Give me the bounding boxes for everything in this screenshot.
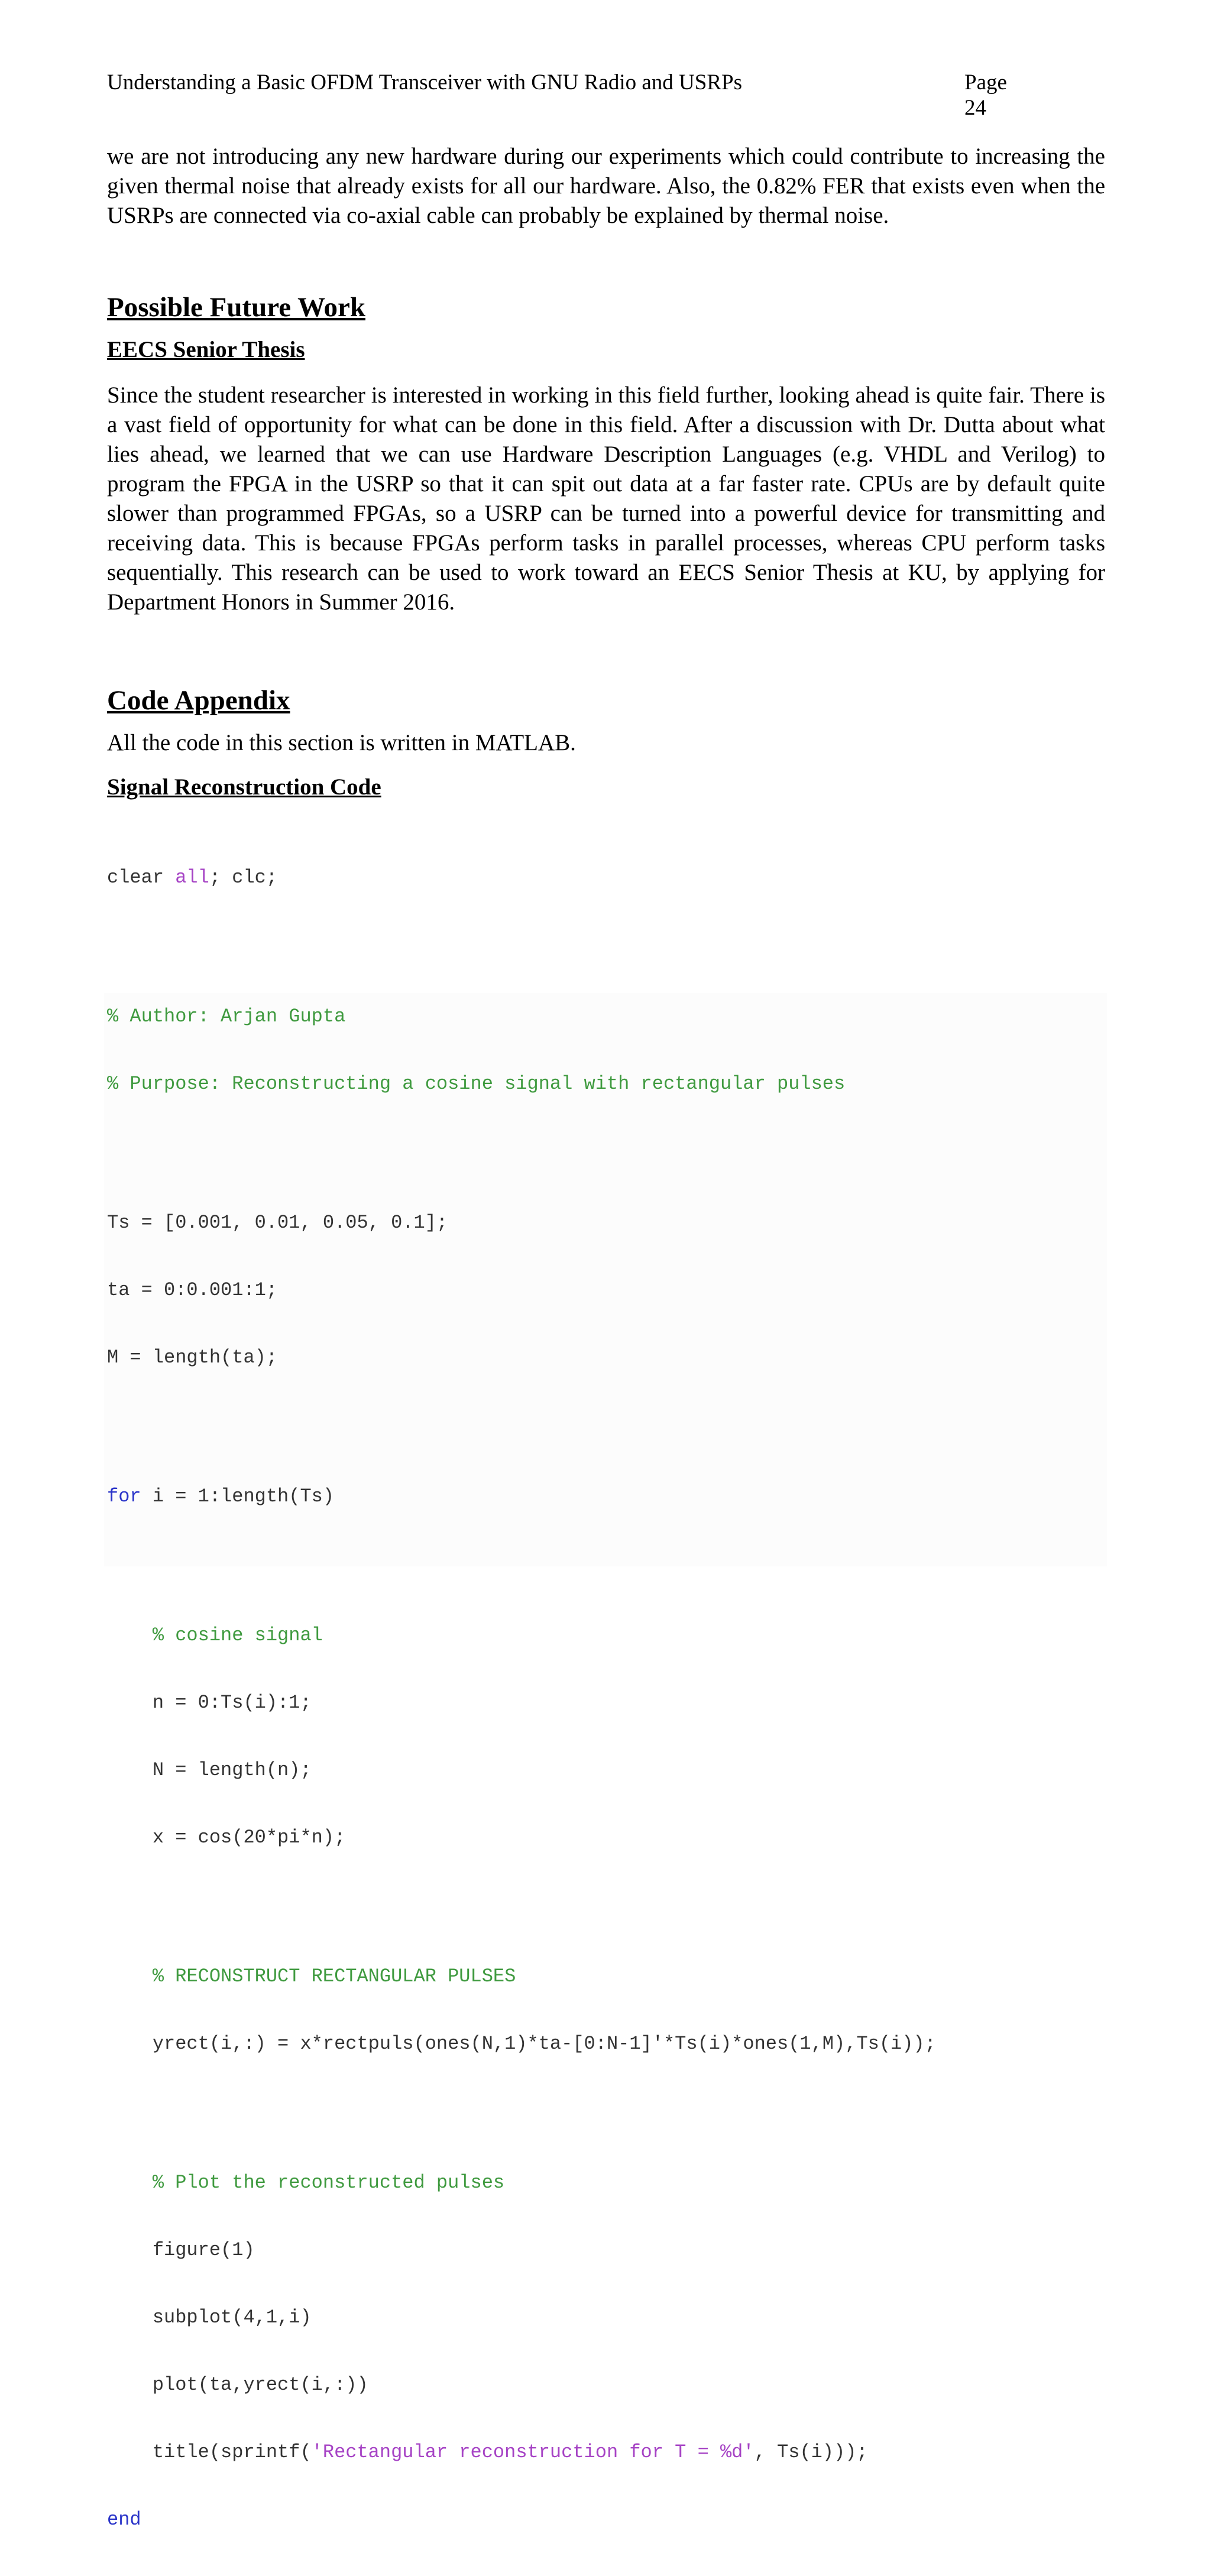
code-comment: % Author: Arjan Gupta [107, 1005, 346, 1027]
code-comment: % Plot the reconstructed pulses [107, 2172, 505, 2194]
code-line: yrect(i,:) = x*rectpuls(ones(N,1)*ta-[0:N-1]'*Ts(i)*ones(1,M),Ts(i)); [107, 2033, 936, 2055]
code-line: clear all; clc; [107, 867, 278, 888]
future-work-section [107, 290, 1105, 617]
intro-section [107, 142, 1105, 231]
code-line: title(sprintf('Rectangular reconstruction for T = %d', Ts(i))); [107, 2441, 868, 2463]
code-line: figure(1) [107, 2239, 255, 2261]
code-appendix-subheading: Signal Reconstruction Code [107, 774, 381, 800]
code-comment: % RECONSTRUCT RECTANGULAR PULSES [107, 1965, 516, 1987]
code-line: plot(ta,yrect(i,:)) [107, 2374, 368, 2396]
page-header [107, 70, 1034, 120]
code-line: M = length(ta); [107, 1347, 278, 1368]
matlab-code-block [107, 822, 936, 2576]
code-appendix-heading: Code Appendix [107, 685, 290, 716]
code-line: end [107, 2509, 141, 2530]
future-work-heading: Possible Future Work [107, 292, 365, 323]
code-line: subplot(4,1,i) [107, 2306, 312, 2328]
code-comment: % cosine signal [107, 1624, 323, 1646]
page-number: Page 24 [964, 70, 1007, 120]
code-line: Ts = [0.001, 0.01, 0.05, 0.1]; [107, 1212, 448, 1234]
code-appendix-section [107, 683, 1105, 802]
code-line: N = length(n); [107, 1759, 312, 1781]
code-comment: % Purpose: Reconstructing a cosine signal with rectangular pulses [107, 1073, 846, 1095]
code-line: n = 0:Ts(i):1; [107, 1692, 312, 1714]
header-title: Understanding a Basic OFDM Transceiver with GNU Radio and USRPs [107, 70, 742, 95]
intro-paragraph: we are not introducing any new hardware during our experiments which could contribute to increasing the given thermal noise that already exists for all our hardware. Also, the 0.82% FER that exists even when the USRPs are connected via co-axial cable can probably be explained by thermal noise. [107, 144, 1105, 228]
future-work-paragraph: Since the student researcher is interested in working in this field further, looking ahead is quite fair. There is a vast field of opportunity for what can be done in this field. After a discussion with Dr. Dutta about what lies ahead, we learned that we can use Hardware Description Languages (e.g. VHDL and Verilog) to program the FPGA in the USRP so that it can spit out data at a far faster rate. CPUs are by default quite slower than programmed FPGAs, so a USRP can be turned into a powerful device for transmitting and receiving data. This is because FPGAs perform tasks in parallel processes, whereas CPU perform tasks sequentially. This research can be used to work toward an EECS Senior Thesis at KU, by applying for Department Honors in Summer 2016. [107, 382, 1105, 615]
code-line: ta = 0:0.001:1; [107, 1279, 278, 1301]
code-line: for i = 1:length(Ts) [107, 1485, 335, 1507]
future-work-subheading: EECS Senior Thesis [107, 337, 305, 362]
code-appendix-intro: All the code in this section is written in MATLAB. [107, 730, 576, 755]
code-line: x = cos(20*pi*n); [107, 1826, 346, 1848]
